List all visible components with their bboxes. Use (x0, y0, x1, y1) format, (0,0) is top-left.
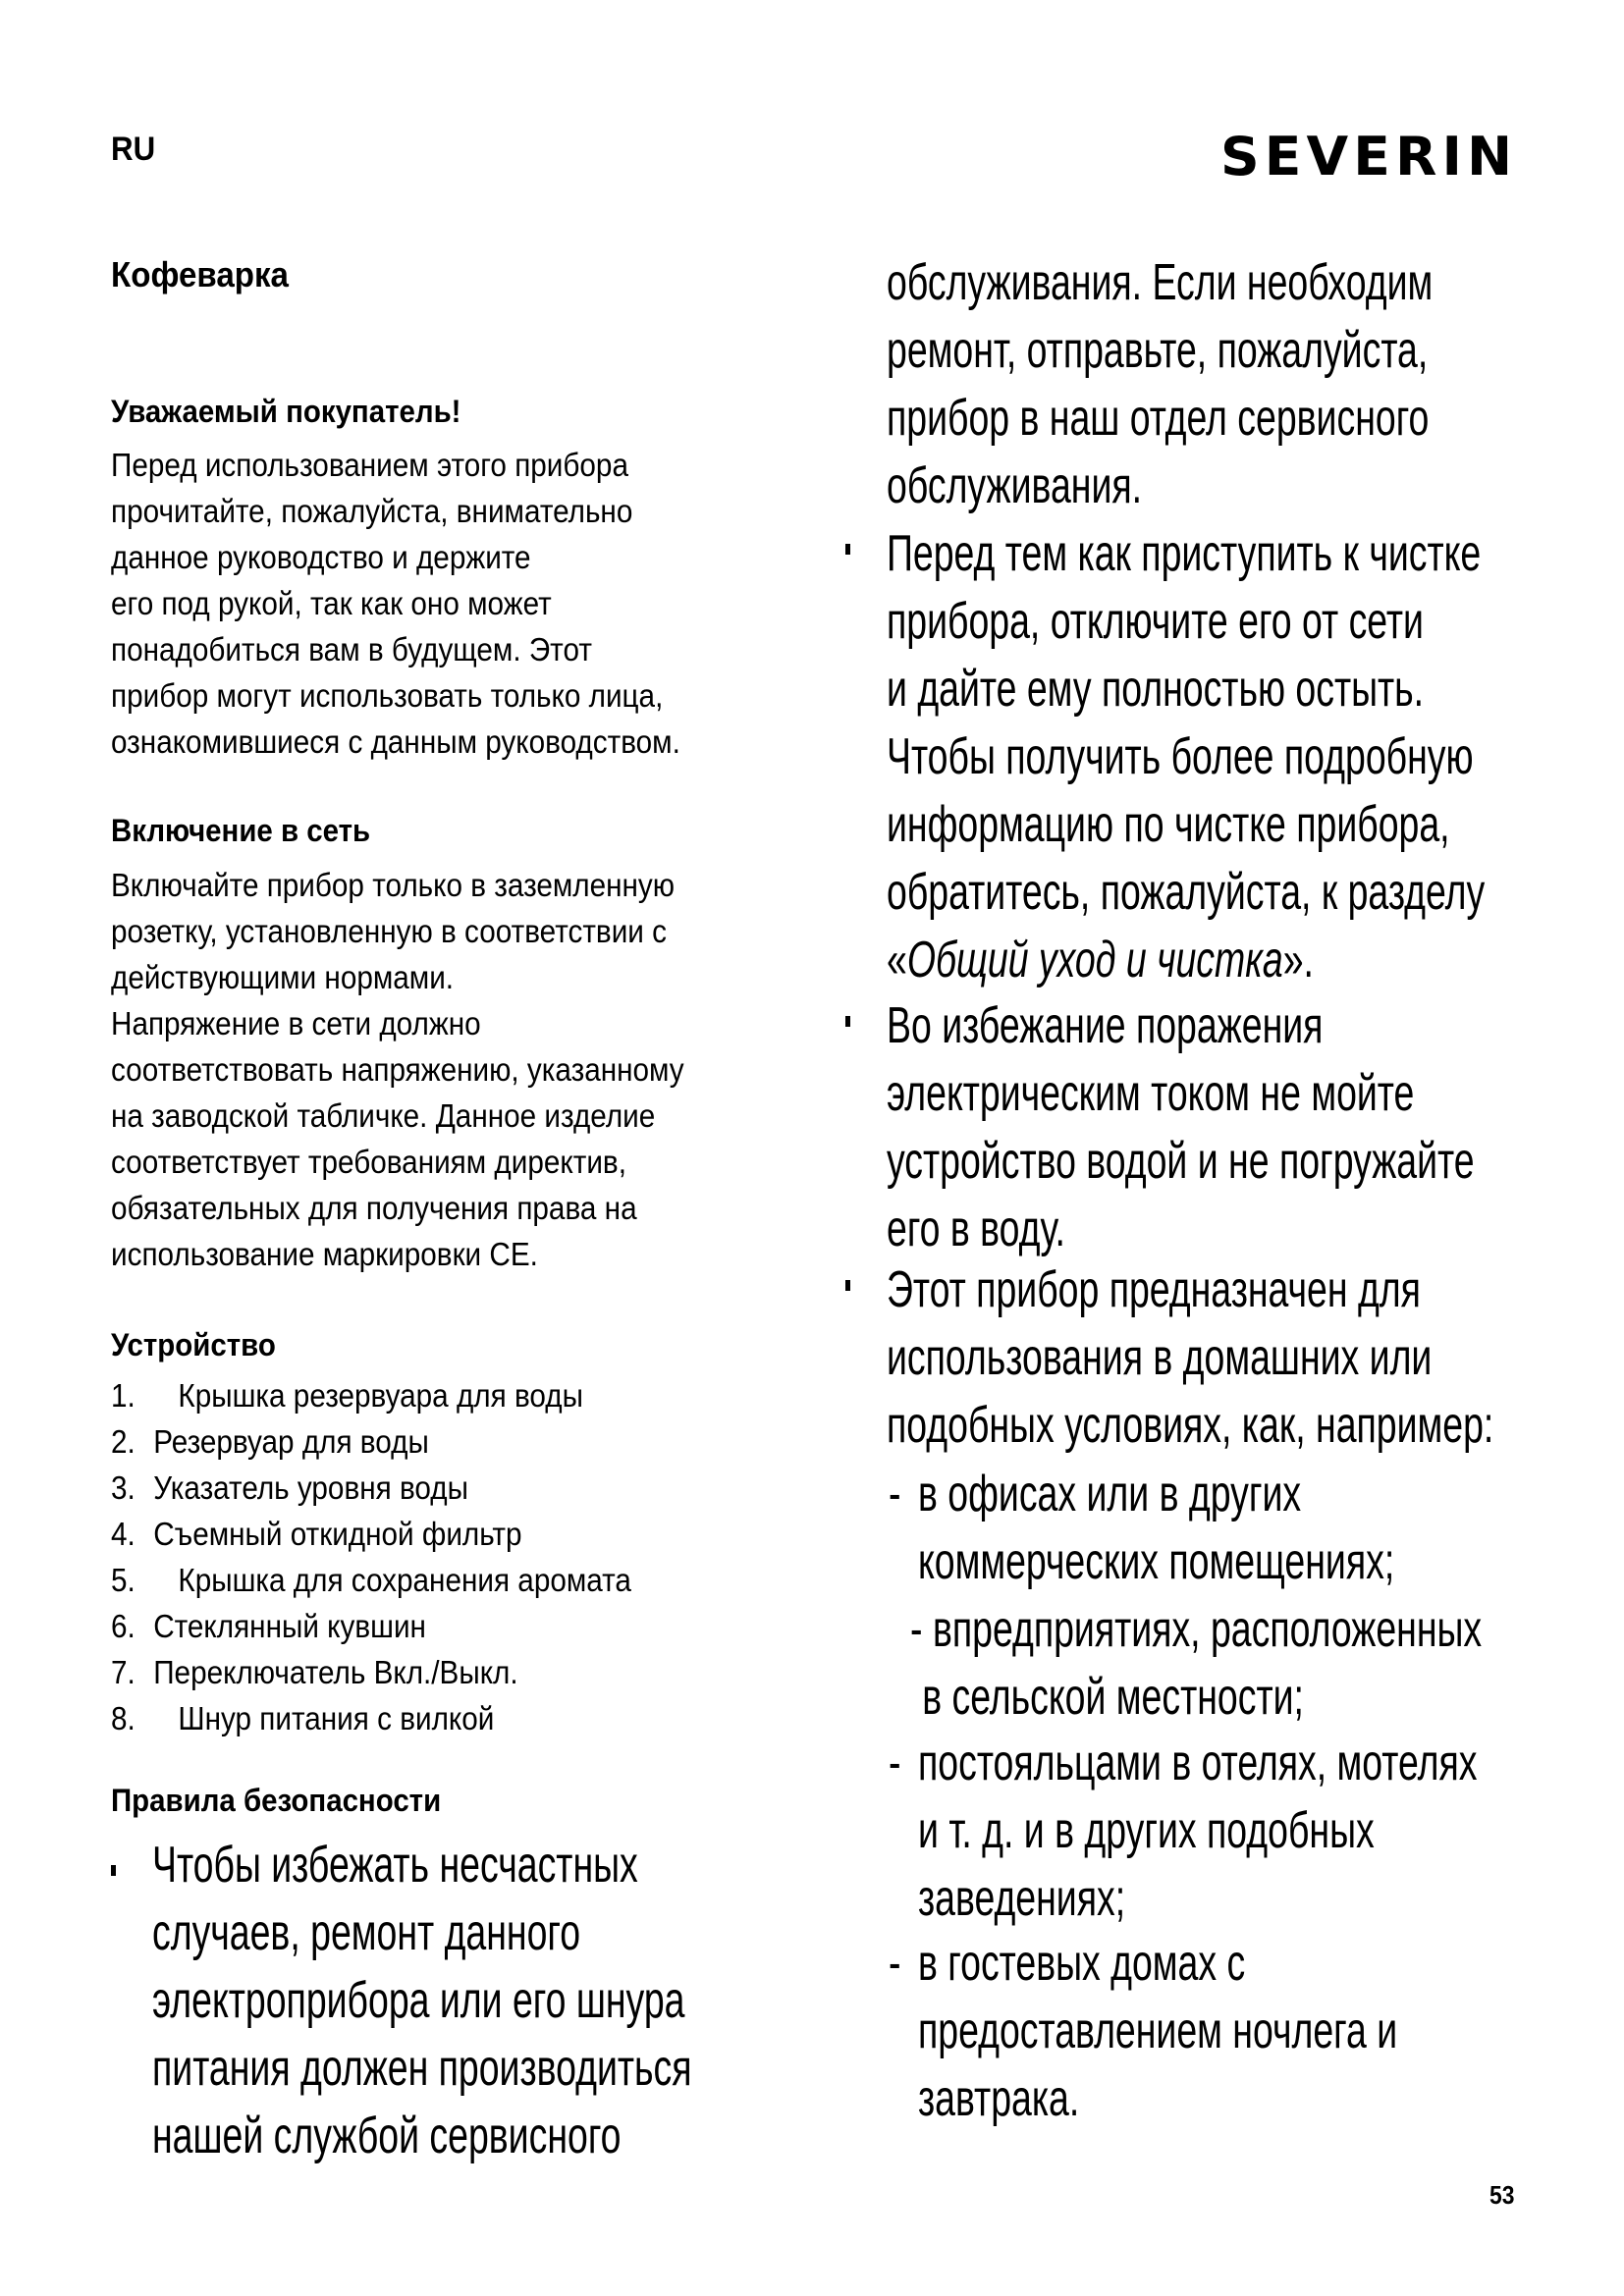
page-number: 53 (1489, 2180, 1515, 2210)
list-text: Съемный откидной фильтр (153, 1516, 522, 1552)
text-line: Чтобы избежать несчастных (152, 1837, 638, 1894)
text-line: завтрака. (918, 2070, 1080, 2127)
text-line: понадобиться вам в будущем. Этот (111, 631, 592, 667)
text-line: обслуживания. (887, 457, 1143, 514)
list-text: Крышка для сохранения аромата (178, 1562, 631, 1598)
dash-marker: - (889, 1735, 901, 1791)
text-line: электрическим током не мойте (887, 1065, 1415, 1122)
list-number: 1. (111, 1377, 135, 1414)
language-code: RU (111, 131, 156, 168)
list-number: 6. (111, 1608, 135, 1644)
text-line: Чтобы получить более подробную (887, 728, 1474, 785)
bullet-dot (845, 1016, 850, 1027)
text-line: его в воду. (887, 1201, 1065, 1257)
text-line: ознакомившиеся с данным руководством. (111, 723, 680, 760)
text-line: соответствует требованиям директив, (111, 1144, 626, 1180)
intro-heading: Уважаемый покупатель! (111, 394, 461, 429)
text-line: ремонт, отправьте, пожалуйста, (887, 322, 1429, 379)
text-line: соответствовать напряжению, указанному (111, 1051, 684, 1088)
list-item (111, 1465, 631, 1511)
text-line: обратитесь, пожалуйста, к разделу (887, 864, 1486, 921)
list-text: Крышка резервуара для воды (178, 1377, 583, 1414)
dash-item (918, 1930, 1397, 2133)
power-text (111, 862, 684, 1277)
text-line: обязательных для получения права на (111, 1190, 637, 1226)
power-heading: Включение в сеть (111, 813, 371, 848)
dash-marker: - (910, 1601, 923, 1658)
list-text: Шнур питания с вилкой (178, 1700, 495, 1736)
list-text: Резервуар для воды (153, 1423, 429, 1460)
intro-text (111, 442, 680, 765)
safety-bullet-4 (887, 1256, 1493, 1460)
bullet-dot (111, 1865, 116, 1876)
safety-heading: Правила безопасности (111, 1783, 442, 1818)
safety-bullet-1-part-2 (887, 249, 1433, 520)
text-line: на заводской табличке. Данное изделие (111, 1097, 656, 1134)
text-line: информацию по чистке прибора, (887, 796, 1450, 853)
text-line: электроприбора или его шнура (152, 1972, 685, 2029)
list-item (111, 1695, 631, 1741)
text-line: розетку, установленную в соответствии с (111, 913, 667, 949)
text-line: в гостевых домах с (918, 1935, 1246, 1992)
list-text: Переключатель Вкл./Выкл. (153, 1654, 518, 1690)
quote-close: ». (1282, 932, 1314, 988)
bullet-dot (845, 1280, 850, 1291)
device-parts-list (111, 1372, 631, 1741)
text-line: прочитайте, пожалуйста, внимательно (111, 493, 633, 529)
text-line: нашей службой сервисного (152, 2108, 622, 2164)
text-line: Включайте прибор только в заземленную (111, 867, 676, 903)
safety-bullet-2 (887, 520, 1485, 994)
list-number: 8. (111, 1700, 135, 1736)
text-line: в сельской местности; (922, 1669, 1304, 1726)
text-line: действующими нормами. (111, 959, 455, 995)
dash-marker: - (889, 1466, 901, 1522)
text-line: постояльцами в отелях, мотелях (918, 1735, 1478, 1791)
text-line: и т. д. и в других подобных (918, 1802, 1375, 1859)
list-text: Стеклянный кувшин (153, 1608, 426, 1644)
text-line: коммерческих помещениях; (918, 1533, 1395, 1590)
text-line: заведениях; (918, 1870, 1126, 1927)
text-line: его под рукой, так как оно может (111, 585, 552, 621)
text-line: в офисах или в других (918, 1466, 1302, 1522)
text-line: подобных условиях, как, например: (887, 1397, 1494, 1454)
safety-bullet-1-part-1 (152, 1832, 692, 2170)
text-line: прибор могут использовать только лица, (111, 677, 664, 714)
dash-marker: - (889, 1935, 901, 1992)
text-line: использование маркировки CE. (111, 1236, 538, 1272)
dash-item (918, 1730, 1477, 1933)
text-line: впредприятиях, расположенных (933, 1601, 1483, 1658)
list-number: 4. (111, 1516, 135, 1552)
list-number: 5. (111, 1562, 135, 1598)
section-reference: Общий уход и чистка (906, 932, 1283, 988)
dash-item (922, 1596, 1483, 1732)
text-line: случаев, ремонт данного (152, 1904, 581, 1961)
list-text: Указатель уровня воды (153, 1469, 468, 1506)
text-line: Во избежание поражения (887, 997, 1324, 1054)
text-line: Этот прибор предназначен для (887, 1261, 1421, 1318)
quote-open: « (887, 932, 907, 988)
text-line: данное руководство и держите (111, 539, 531, 575)
text-line: Перед тем как приступить к чистке (887, 525, 1482, 582)
brand-logo: SEVERIN (1220, 126, 1518, 187)
list-number: 2. (111, 1423, 135, 1460)
text-line: Напряжение в сети должно (111, 1005, 481, 1041)
list-number: 7. (111, 1654, 135, 1690)
text-line: прибор в наш отдел сервисного (887, 390, 1430, 447)
device-heading: Устройство (111, 1327, 276, 1362)
text-line: устройство водой и не погружайте (887, 1133, 1475, 1190)
bullet-dot (845, 544, 850, 555)
list-item (111, 1418, 631, 1465)
list-item (111, 1649, 631, 1695)
text-line: и дайте ему полностью остыть. (887, 661, 1425, 718)
list-item (111, 1603, 631, 1649)
text-line: питания должен производиться (152, 2040, 692, 2097)
text-line: Перед использованием этого прибора (111, 447, 628, 483)
page-title: Кофеварка (111, 254, 289, 294)
list-number: 3. (111, 1469, 135, 1506)
safety-bullet-3 (887, 992, 1475, 1263)
list-item (111, 1372, 631, 1418)
list-item (111, 1557, 631, 1603)
text-line: обслуживания. Если необходим (887, 254, 1434, 311)
text-line: использования в домашних или (887, 1329, 1433, 1386)
list-item (111, 1511, 631, 1557)
dash-item (918, 1461, 1394, 1596)
text-line: предоставлением ночлега и (918, 2002, 1398, 2059)
text-line: прибора, отключите его от сети (887, 593, 1424, 650)
text-line (887, 927, 1485, 994)
